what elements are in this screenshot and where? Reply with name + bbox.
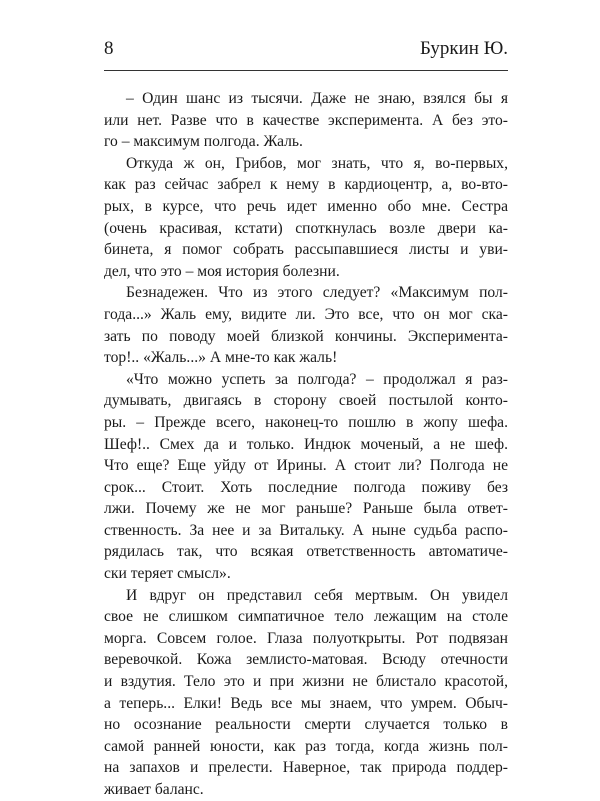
text-line: ственность. За нее и за Витальку. А ныне судьба распо- bbox=[104, 521, 508, 539]
running-header bbox=[104, 38, 508, 60]
text-line: свое не слишком симпатичное тело лежащим на столе bbox=[104, 608, 508, 626]
paragraph bbox=[104, 585, 508, 801]
text-line: Что еще? Еще уйду от Ирины. А стоит ли? Полгода не bbox=[104, 457, 508, 475]
text-line: но осознание реальности смерти случается только в bbox=[104, 716, 508, 734]
text-line: живает баланс. bbox=[104, 781, 204, 798]
text-line: морга. Совсем голое. Глаза полуоткрыты. Рот подвязан bbox=[104, 629, 508, 647]
paragraph bbox=[104, 369, 508, 585]
text-line: и вздутия. Тело это и при жизни не блистало красотой, bbox=[104, 673, 508, 691]
text-line: самой ранней юности, как раз тогда, когда жизнь пол- bbox=[104, 737, 508, 755]
text-line: Шеф!.. Смех да и только. Индюк моченый, а не шеф. bbox=[104, 435, 508, 453]
text-line: веревочкой. Кожа землисто-матовая. Всюду отечности bbox=[104, 651, 508, 669]
running-title: Буркин Ю. bbox=[419, 38, 508, 59]
header-rule bbox=[104, 70, 508, 71]
text-line: (очень красивая, кстати) споткнулась возле двери ка- bbox=[104, 219, 508, 237]
text-line: – Один шанс из тысячи. Даже не знаю, взялся бы я bbox=[126, 90, 508, 107]
text-line: тор!.. «Жаль...» А мне-то как жаль! bbox=[104, 349, 338, 367]
paragraph bbox=[104, 88, 508, 153]
text-line: бинета, я помог собрать рассыпавшиеся листы и уви- bbox=[104, 241, 508, 259]
text-line: го – максимум полгода. Жаль. bbox=[104, 133, 303, 151]
paragraph bbox=[104, 153, 508, 283]
text-line: зать по поводу моей близкой кончины. Эксперимента- bbox=[104, 327, 508, 345]
text-line: года...» Жаль ему, видите ли. Это все, что он мог ска- bbox=[104, 305, 508, 323]
paragraph bbox=[104, 282, 508, 368]
text-line: рых, в курсе, что речь идет именно обо мне. Сестра bbox=[104, 197, 508, 215]
text-line: а теперь... Елки! Ведь все мы знаем, что умрем. Обыч- bbox=[104, 694, 508, 712]
text-line: думывать, двигаясь в сторону своей постылой конто- bbox=[104, 392, 508, 410]
text-line: И вдруг он представил себя мертвым. Он увидел bbox=[126, 586, 508, 604]
text-line: лжи. Почему же не мог раньше? Раньше была ответ- bbox=[104, 500, 508, 518]
body-text bbox=[104, 88, 508, 801]
text-line: Безнадежен. Что из этого следует? «Максимум пол- bbox=[126, 284, 508, 302]
text-line: Откуда ж он, Грибов, мог знать, что я, во-первых, bbox=[126, 154, 508, 172]
text-line: как раз сейчас забрел к нему в кардиоцентр, а, во-вто- bbox=[104, 176, 508, 194]
text-line: «Что можно успеть за полгода? – продолжал я раз- bbox=[126, 370, 508, 388]
text-line: или нет. Разве что в качестве эксперимента. А без это- bbox=[104, 111, 508, 129]
text-line: рядилась так, что всякая ответственность автоматиче- bbox=[104, 543, 508, 561]
text-line: на запахов и прелести. Наверное, так природа поддер- bbox=[104, 759, 508, 777]
text-line: ры. – Прежде всего, наконец-то пошлю в жопу шефа. bbox=[104, 413, 508, 431]
text-line: ски теряет смысл». bbox=[104, 565, 231, 583]
text-line: срок... Стоит. Хоть последние полгода поживу без bbox=[104, 478, 508, 496]
text-line: дел, что это – моя история болезни. bbox=[104, 262, 340, 280]
page-number: 8 bbox=[104, 38, 114, 59]
